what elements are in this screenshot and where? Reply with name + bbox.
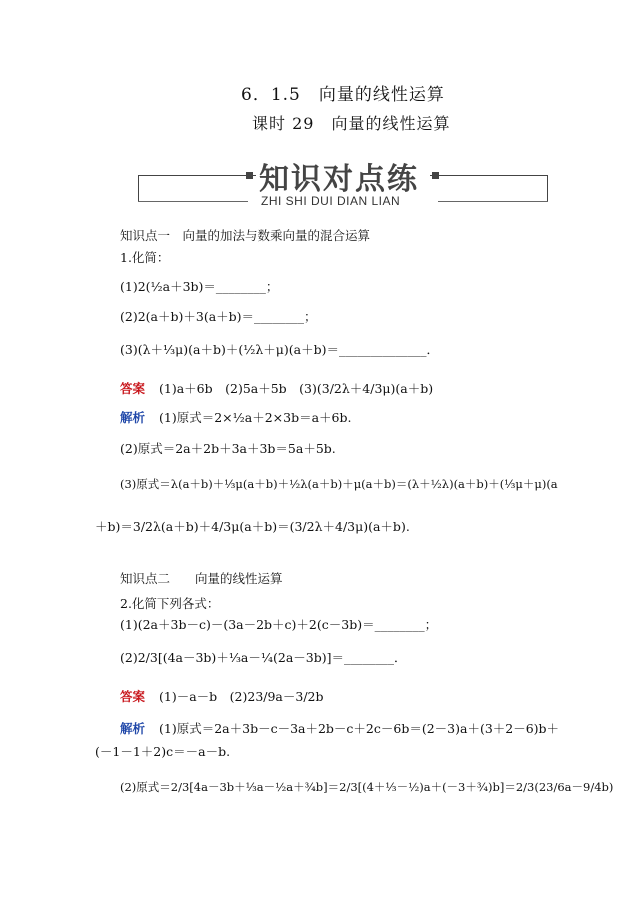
answer2-label: 答案	[120, 689, 146, 704]
analysis1-row	[120, 410, 351, 425]
banner-subtitle: ZHI SHI DUI DIAN LIAN	[261, 194, 401, 208]
question1-part2: (2)2(a＋b)＋3(a＋b)＝________；	[120, 309, 317, 324]
analysis1-label: 解析	[120, 410, 146, 425]
question2-label: 2.化简下列各式：	[120, 596, 220, 611]
section2-heading: 知识点二 向量的线性运算	[120, 571, 283, 586]
page-title: 6．1.5 向量的线性运算	[241, 85, 445, 105]
answer1-row	[120, 381, 433, 396]
answer1-text: (1)a＋6b (2)5a＋5b (3)(3/2λ＋4/3μ)(a＋b)	[159, 381, 434, 396]
analysis2-part1-line1: (1)原式＝2a＋3b－c－3a＋2b－c＋2c－6b＝(2－3)a＋(3＋2－6)b＋	[159, 721, 560, 736]
banner-title: 知识对点练	[259, 162, 419, 197]
answer2-text: (1)－a－b (2)23/9a－3/2b	[159, 689, 324, 704]
analysis1-part1: (1)原式＝2×½a＋2×3b＝a＋6b.	[159, 410, 352, 425]
question2-part2: (2)2/3[(4a－3b)＋⅓a－¼(2a－3b)]＝________．	[120, 650, 407, 665]
question1-part1: (1)2(½a＋3b)＝________；	[120, 279, 279, 294]
page-subtitle: 课时 29 向量的线性运算	[252, 114, 451, 133]
analysis2-label: 解析	[120, 721, 146, 736]
analysis2-row	[120, 721, 559, 736]
question1-part3: (3)(λ＋⅓μ)(a＋b)＋(½λ＋μ)(a＋b)＝______________．	[120, 342, 439, 357]
analysis2-part1-line2: (－1－1＋2)c＝－a－b.	[95, 744, 231, 759]
answer2-row	[120, 689, 324, 704]
analysis1-part2: (2)原式＝2a＋2b＋3a＋3b＝5a＋5b.	[120, 441, 336, 456]
answer1-label: 答案	[120, 381, 146, 396]
banner-square-right	[432, 172, 439, 179]
banner-rule-right	[430, 175, 548, 176]
banner-bottom-left	[138, 201, 248, 202]
question2-part1: (1)(2a＋3b－c)－(3a－2b＋c)＋2(c－3b)＝________；	[120, 617, 438, 632]
banner-vert-right	[547, 175, 548, 201]
banner-vert-left	[138, 175, 139, 201]
banner-rule-left	[138, 175, 256, 176]
analysis1-part3-line1: (3)原式＝λ(a＋b)＋⅓μ(a＋b)＋½λ(a＋b)＋μ(a＋b)＝(λ＋½λ)(a＋b)＋(⅓μ＋μ)(a	[120, 477, 558, 491]
question1-label: 1.化简：	[120, 250, 170, 265]
section1-heading: 知识点一 向量的加法与数乘向量的混合运算	[120, 228, 371, 243]
analysis2-part2: (2)原式＝2/3[4a－3b＋⅓a－½a＋¾b]＝2/3[(4＋⅓－½)a＋(－3＋¾)b]＝2/3(23/6a－9/4b)	[120, 780, 614, 794]
analysis1-part3-line2: ＋b)＝3/2λ(a＋b)＋4/3μ(a＋b)＝(3/2λ＋4/3μ)(a＋b).	[95, 519, 410, 534]
banner-square-left	[246, 172, 253, 179]
banner-bottom-right	[438, 201, 548, 202]
